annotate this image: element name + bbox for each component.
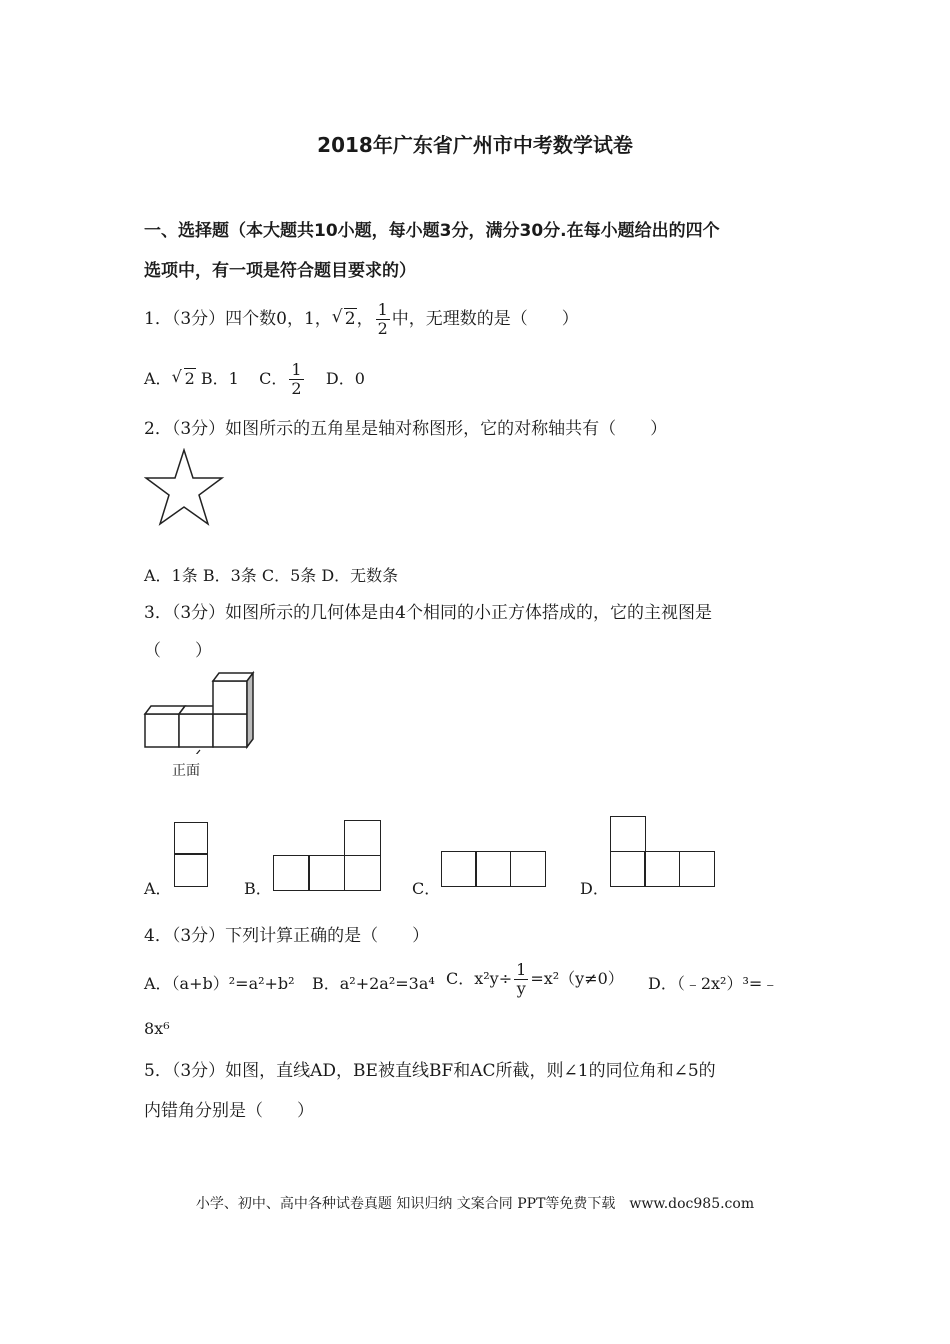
q4-option-d-continued: 8x⁶ [144, 1019, 170, 1038]
q3-option-a-cell [174, 853, 208, 887]
q1-option-b: B．1 [200, 369, 239, 388]
q3-option-d-label: D． [580, 879, 609, 898]
fraction-one-over-y: $\frac{1}{y}$ [516, 960, 527, 998]
q3-option-c-cell [510, 851, 546, 887]
q3-option-b-cell [308, 855, 345, 891]
q3-option-d-cell [679, 851, 715, 887]
q3-option-a-cell [174, 822, 208, 855]
question-5-stem-line2: 内错角分别是（ ） [144, 1101, 314, 1121]
q1-stem-pre: 1．（3分）四个数0，1， [144, 309, 332, 329]
q3-option-c-cell [475, 851, 511, 887]
q3-option-d-cell [644, 851, 680, 887]
star-icon [144, 448, 226, 528]
q4-option-c: C．x²y÷ $\frac{1}{y}$ =x²（y≠0） [446, 960, 624, 998]
footer-text: 小学、初中、高中各种试卷真题 知识归纳 文案合同 PPT等免费下载 www.doc985.com [195, 1196, 755, 1212]
q3-option-b-cell [344, 820, 381, 856]
q3-option-a-label: A． [144, 879, 172, 898]
question-1-stem: 1．（3分）四个数0，1， √ 2， $\frac{1}{2}$ 中，无理数的是（ ） [144, 300, 579, 338]
question-1-options [144, 362, 365, 397]
q3-option-d-cell [610, 816, 646, 852]
sqrt-symbol: √ 2 [331, 307, 356, 329]
question-2-options: A．1条 B．3条 C．5条 D．无数条 [144, 566, 399, 585]
q1-stem-post: 中，无理数的是（ ） [391, 309, 579, 329]
q3-option-b-cell [273, 855, 310, 891]
q1-option-a-label: A． [144, 369, 172, 388]
q3-option-c-label: C． [412, 879, 441, 898]
question-4-stem: 4．（3分）下列计算正确的是（ ） [144, 926, 430, 946]
page-title: 2018年广东省广州市中考数学试卷 [317, 133, 633, 157]
question-3-stem-line1: 3．（3分）如图所示的几何体是由4个相同的小正方体搭成的，它的主视图是 [144, 603, 712, 623]
q3-option-b-label: B． [244, 879, 272, 898]
section-heading-line1: 一、选择题（本大题共10小题，每小题3分，满分30分.在每小题给出的四个 [144, 221, 720, 241]
question-2-stem: 2．（3分）如图所示的五角星是轴对称图形，它的对称轴共有（ ） [144, 419, 668, 439]
q3-option-d-cell [610, 851, 646, 887]
fraction-half: $\frac{1}{2}$ [377, 300, 388, 338]
front-view-label: 正面 [172, 763, 200, 779]
q4-option-a: A．（a+b）²=a²+b² [144, 974, 295, 993]
q4-option-b: B．a²+2a²=3a⁴ [312, 974, 435, 993]
fraction-half: $\frac{1}{2}$ [291, 360, 302, 398]
q1-option-c-label: C． [259, 369, 288, 388]
question-3-stem-line2: （ ） [144, 641, 212, 661]
question-5-stem-line1: 5．（3分）如图，直线AD，BE被直线BF和AC所截，则∠1的同位角和∠5的 [144, 1061, 716, 1081]
cube-solid-figure [142, 670, 268, 754]
q1-option-d: D．0 [325, 369, 365, 388]
q3-option-b-cell [344, 855, 381, 891]
q3-option-c-cell [441, 851, 477, 887]
q4-option-d: D．（﹣2x²）³=﹣ [648, 974, 779, 993]
sqrt-symbol: √ 2 [171, 367, 195, 388]
section-heading-line2: 选项中，有一项是符合题目要求的） [144, 261, 416, 281]
